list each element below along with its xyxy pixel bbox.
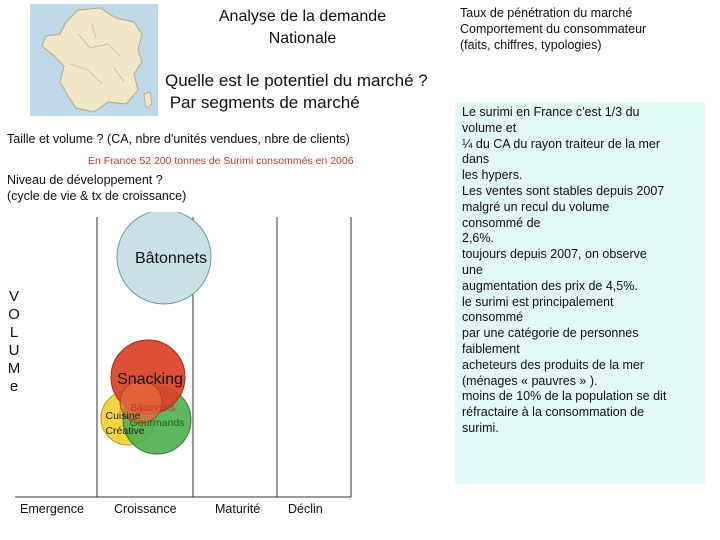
panel-line: malgré un recul du volume: [462, 199, 610, 214]
bubble-label-batonnets-small: Bâtonnets: [130, 403, 176, 414]
panel-line: consommé: [462, 310, 524, 325]
bubble-label-snacking: Snacking: [117, 371, 183, 388]
volume-letter: M: [7, 360, 21, 377]
consumer-line-2: Comportement du consommateur: [460, 22, 647, 36]
niveau-line-2: (cycle de vie & tx de croissance): [7, 189, 187, 203]
panel-line: les hypers.: [462, 168, 523, 183]
panel-line: volume et: [462, 120, 517, 135]
niveau-developpement: [7, 172, 186, 204]
volume-letter: e: [9, 378, 19, 395]
niveau-line-1: Niveau de développement ?: [7, 173, 163, 187]
panel-line: réfractaire à la consommation de: [462, 405, 645, 420]
volume-letter: L: [9, 324, 19, 341]
panel-line: augmentation des prix de 4,5%.: [462, 278, 638, 293]
panel-line: acheteurs des produits de la mer: [462, 357, 645, 372]
panel-line: toujours depuis 2007, on observe: [462, 247, 647, 262]
panel-line: Les ventes sont stables depuis 2007: [462, 183, 665, 198]
panel-line: Le surimi en France c'est 1/3 du: [462, 105, 640, 119]
france-map-image: [30, 4, 158, 116]
bubble-label-gourmands: Gourmands: [129, 417, 185, 429]
panel-line: une: [462, 262, 483, 277]
x-label-declin: Déclin: [288, 502, 323, 516]
france-stat-text: En France 52 200 tonnes de Surimi consommés en 2006: [88, 155, 354, 167]
taille-volume-text: Taille et volume ? (CA, nbre d'unités vendues, nbre de clients): [7, 132, 350, 146]
panel-line: par une catégorie de personnes: [462, 326, 639, 341]
x-label-emergence: Emergence: [20, 502, 84, 516]
consumer-behaviour-header: [460, 5, 710, 53]
surimi-facts-text: [462, 105, 702, 437]
panel-line: moins de 10% de la population se dit: [462, 389, 667, 404]
title-line-2: Nationale: [268, 30, 337, 47]
x-label-maturite: Maturité: [215, 502, 261, 516]
consumer-line-1: Taux de pénétration du marché: [460, 6, 633, 20]
question-line-1: Quelle est le potentiel du marché ?: [165, 71, 428, 90]
panel-line: le surimi est principalement: [462, 294, 614, 309]
volume-letter: V: [8, 288, 19, 305]
question-line-2: Par segments de marché: [165, 93, 360, 112]
panel-line: dans: [462, 152, 490, 167]
y-axis-volume-label: [4, 288, 24, 396]
bubble-label-creative: Créative: [105, 425, 145, 437]
panel-line: ¼ du CA du rayon traiteur de la mer: [462, 136, 661, 151]
title-line-1: Analyse de la demande: [218, 8, 387, 25]
panel-line: surimi.: [462, 420, 499, 435]
panel-line: (ménages « pauvres » ).: [462, 373, 598, 388]
bubble-label-cuisine: Cuisine: [105, 410, 141, 422]
consumer-line-3: (faits, chiffres, typologies): [460, 38, 602, 52]
panel-line: 2,6%.: [462, 231, 494, 246]
x-label-croissance: Croissance: [114, 502, 177, 516]
page-title: [160, 6, 445, 50]
volume-letter: O: [8, 306, 20, 323]
volume-letter: U: [8, 342, 20, 359]
bubble-label-batonnets: Bâtonnets: [134, 250, 208, 267]
panel-line: faiblement: [462, 341, 520, 356]
panel-line: consommé de: [462, 215, 541, 230]
market-question: [165, 70, 428, 114]
lifecycle-chart: [5, 212, 375, 502]
